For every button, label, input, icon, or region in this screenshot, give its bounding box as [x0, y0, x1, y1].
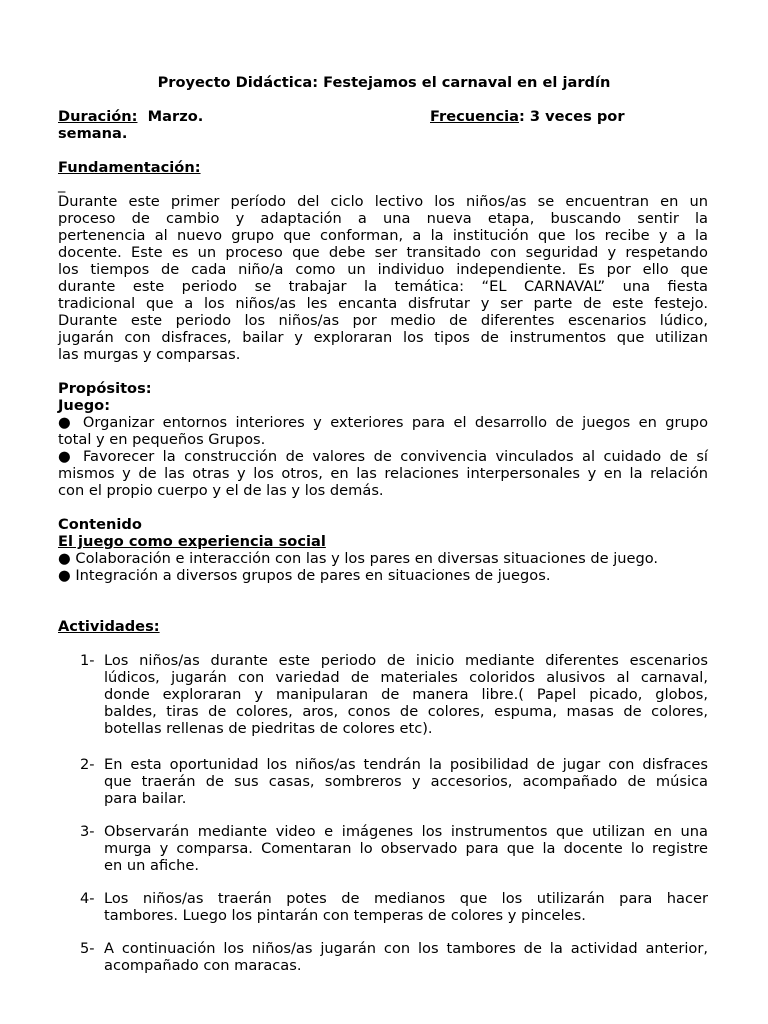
duracion-continuation: semana. [58, 125, 128, 142]
actividad-line: botellas rellenas de piedritas de colores etc). [104, 720, 433, 737]
fundamentacion-paragraph [58, 193, 708, 363]
duracion-value: Marzo. [137, 108, 204, 125]
proposito-line: ● Organizar entornos interiores y exteriores para el desarrollo de juegos en grupo [58, 414, 708, 431]
actividad-line: Observarán mediante video e imágenes los instrumentos que utilizan en una [104, 823, 708, 840]
fundamentacion-line: durante este periodo se trabajar la temática: “EL CARNAVAL” una fiesta [58, 278, 708, 295]
actividad-line: murga y comparsa. Comentaran lo observado para que la docente lo registre [104, 840, 708, 857]
actividad-number: 1- [80, 652, 95, 669]
propositos-juego-subheading: Juego: [58, 397, 111, 414]
actividad-line: En esta oportunidad los niños/as tendrán la posibilidad de jugar con disfraces [104, 756, 708, 773]
actividad-number: 4- [80, 890, 95, 907]
contenido-list [58, 550, 708, 584]
fundamentacion-line: docente. Este es un proceso que debe ser transitado con seguridad y respetando [58, 244, 708, 261]
actividad-line: Los niños/as traerán potes de medianos que los utilizarán para hacer [104, 890, 708, 907]
actividad-number: 3- [80, 823, 95, 840]
actividades-heading: Actividades: [58, 618, 160, 635]
actividad-text [104, 652, 708, 737]
actividad-text [104, 890, 708, 924]
fundamentacion-heading: Fundamentación: [58, 159, 201, 176]
actividad-text [104, 823, 708, 874]
frecuencia-value: : 3 veces por [518, 108, 625, 125]
actividad-text [104, 940, 708, 974]
actividad-line: en un afiche. [104, 857, 200, 874]
fundamentacion-mark: _ [58, 176, 66, 193]
actividad-line: que traerán de sus casas, sombreros y accesorios, acompañado de música [104, 773, 708, 790]
fundamentacion-line: tradicional que a los niños/as les encanta disfrutar y ser parte de este festejo. [58, 295, 708, 312]
propositos-list [58, 414, 708, 499]
actividad-line: A continuación los niños/as jugarán con los tambores de la actividad anterior, [104, 940, 708, 957]
actividad-line: acompañado con maracas. [104, 957, 302, 974]
duracion-label: Duración: [58, 108, 138, 125]
actividad-line: tambores. Luego los pintarán con temperas de colores y pinceles. [104, 907, 586, 924]
proposito-line: ● Favorecer la construcción de valores de convivencia vinculados al cuidado de sí [58, 448, 708, 465]
document-title: Proyecto Didáctica: Festejamos el carnaval en el jardín [157, 74, 611, 91]
proposito-line: total y en pequeños Grupos. [58, 431, 266, 448]
frecuencia-label: Frecuencia [430, 108, 519, 125]
actividad-line: lúdicos, jugarán con variedad de materiales coloridos alusivos al carnaval, [104, 669, 708, 686]
frecuencia-line [430, 108, 625, 125]
fundamentacion-line: Durante este primer período del ciclo lectivo los niños/as se encuentran en un [58, 193, 708, 210]
fundamentacion-line: Durante este periodo los niños/as por medio de diferentes escenarios lúdico, [58, 312, 708, 329]
actividad-line: baldes, tiras de colores, aros, conos de colores, espuma, masas de colores, [104, 703, 708, 720]
contenido-item: ● Integración a diversos grupos de pares en situaciones de juegos. [58, 567, 551, 584]
actividad-line: donde exploraran y manipularan de manera libre.( Papel picado, globos, [104, 686, 708, 703]
duracion-line [58, 108, 203, 125]
proposito-line: con el propio cuerpo y el de las y los demás. [58, 482, 384, 499]
propositos-heading: Propósitos: [58, 380, 152, 397]
actividad-line: Los niños/as durante este periodo de inicio mediante diferentes escenarios [104, 652, 708, 669]
fundamentacion-line: pertenencia al nuevo grupo que conforman, a la institución que los recibe y a la [58, 227, 708, 244]
contenido-heading: Contenido [58, 516, 142, 533]
contenido-item: ● Colaboración e interacción con las y los pares en diversas situaciones de juego. [58, 550, 659, 567]
fundamentacion-line: proceso de cambio y adaptación a una nueva etapa, buscando sentir la [58, 210, 708, 227]
fundamentacion-line: las murgas y comparsas. [58, 346, 241, 363]
contenido-subheading: El juego como experiencia social [58, 533, 326, 550]
fundamentacion-line: jugarán con disfraces, bailar y exploraran los tipos de instrumentos que utilizan [58, 329, 708, 346]
proposito-line: mismos y de las otras y los otros, en las relaciones interpersonales y en la relación [58, 465, 708, 482]
fundamentacion-line: los tiempos de cada niño/a como un individuo independiente. Es por ello que [58, 261, 708, 278]
actividad-number: 2- [80, 756, 95, 773]
actividad-number: 5- [80, 940, 95, 957]
actividad-line: para bailar. [104, 790, 187, 807]
actividad-text [104, 756, 708, 807]
